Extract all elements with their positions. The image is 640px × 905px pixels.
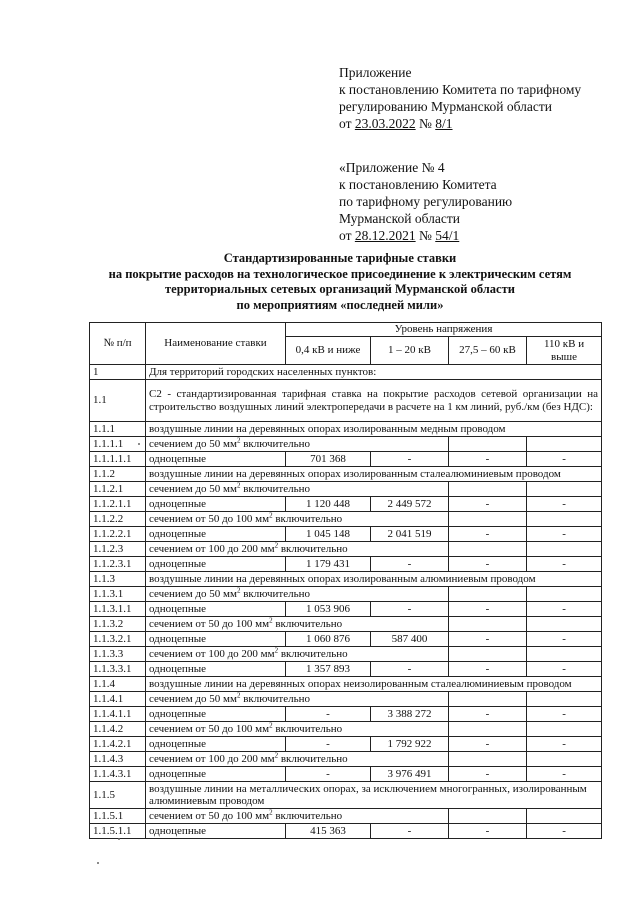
empty-cell: [449, 809, 527, 824]
rate-value-v1: 1 060 876: [286, 632, 371, 647]
number-prefix: №: [415, 116, 436, 131]
cross-section-text: сечением до 50 мм: [149, 482, 237, 495]
rate-value-v2: -: [371, 824, 449, 839]
circuit-type: одноцепные: [146, 527, 286, 542]
empty-cell: [449, 617, 527, 632]
rate-value-v1: 1 357 893: [286, 662, 371, 677]
rate-value-v4: -: [527, 767, 602, 782]
rate-value-v4: -: [527, 632, 602, 647]
rate-value-v3: -: [449, 767, 527, 782]
empty-cell: [449, 542, 527, 557]
empty-cell: [449, 752, 527, 767]
rate-value-v1: 701 368: [286, 452, 371, 467]
appendix-header: [339, 64, 581, 244]
resolution-date: 28.12.2021: [354, 228, 416, 243]
cross-section-label: [146, 512, 449, 527]
table-row: [90, 692, 602, 707]
empty-cell: [527, 512, 602, 527]
cross-section-tail: включительно: [278, 542, 348, 555]
empty-cell: [449, 647, 527, 662]
cross-section-label: [146, 722, 449, 737]
row-number: 1: [90, 365, 146, 380]
row-number: 1.1: [90, 380, 146, 422]
empty-cell: [527, 542, 602, 557]
scan-speck: [118, 838, 120, 840]
superscript: 2: [269, 721, 273, 730]
row-number: 1.1.2.1: [90, 482, 146, 497]
appendix-line: Приложение: [339, 65, 412, 80]
cross-section-tail: включительно: [240, 482, 311, 495]
empty-cell: [449, 587, 527, 602]
rate-value-v1: 415 363: [286, 824, 371, 839]
cross-section-text: сечением до 50 мм: [149, 587, 237, 600]
resolution-date: 23.03.2022: [354, 116, 416, 131]
scan-speck: [138, 443, 140, 445]
table-row: [90, 437, 602, 452]
title-line: на покрытие расходов на технологическое присоединение к электрическим сетям: [108, 266, 572, 281]
row-number: 1.1.3.1: [90, 587, 146, 602]
table-row: [90, 542, 602, 557]
rate-value-v3: -: [449, 632, 527, 647]
empty-cell: [527, 809, 602, 824]
rate-value-v3: -: [449, 707, 527, 722]
cross-section-text: сечением от 100 до 200 мм: [149, 647, 275, 660]
appendix-date-line: [339, 227, 581, 244]
cross-section-label: [146, 647, 449, 662]
superscript: 2: [274, 646, 279, 655]
rate-value-v4: -: [527, 497, 602, 512]
cross-section-label: [146, 809, 449, 824]
cross-section-text: сечением до 50 мм: [149, 437, 237, 450]
empty-cell: [527, 617, 602, 632]
rate-value-v3: -: [449, 602, 527, 617]
table-row: [90, 647, 602, 662]
cross-section-label: [146, 437, 449, 452]
rate-value-v4: -: [527, 527, 602, 542]
empty-cell: [527, 647, 602, 662]
table-row: [90, 527, 602, 542]
row-number: 1.1.2.2.1: [90, 527, 146, 542]
rate-value-v4: -: [527, 707, 602, 722]
table-row: [90, 752, 602, 767]
superscript: 2: [274, 751, 279, 760]
table-row: [90, 482, 602, 497]
empty-cell: [527, 692, 602, 707]
cross-section-tail: включительно: [240, 437, 311, 450]
resolution-number: 8/1: [435, 116, 453, 131]
circuit-type: одноцепные: [146, 452, 286, 467]
appendix-line: «Приложение № 4: [339, 160, 445, 175]
cross-section-label: [146, 587, 449, 602]
appendix-line: к постановлению Комитета по тарифному: [339, 82, 582, 97]
circuit-type: одноцепные: [146, 497, 286, 512]
empty-cell: [527, 437, 602, 452]
row-number: 1.1.2.1.1: [90, 497, 146, 512]
line-type-heading: воздушные линии на деревянных опорах изолированным алюминиевым проводом: [146, 572, 602, 587]
rate-value-v1: -: [286, 737, 371, 752]
table-row: [90, 422, 602, 437]
rate-value-v2: 2 041 519: [371, 527, 449, 542]
appendix-line: к постановлению Комитета: [339, 177, 497, 192]
superscript: 2: [236, 436, 241, 445]
row-number: 1.1.3.1.1: [90, 602, 146, 617]
empty-cell: [527, 482, 602, 497]
cross-section-tail: включительно: [278, 647, 348, 660]
date-prefix: от: [339, 116, 355, 131]
row-number: 1.1.3: [90, 572, 146, 587]
line-type-heading: воздушные линии на деревянных опорах неизолированным сталеалюминиевым проводом: [146, 677, 602, 692]
rate-value-v3: -: [449, 662, 527, 677]
rate-value-v2: 3 388 272: [371, 707, 449, 722]
document-title: [60, 251, 620, 313]
table-row: [90, 602, 602, 617]
empty-cell: [449, 512, 527, 527]
circuit-type: одноцепные: [146, 632, 286, 647]
row-number: 1.1.1: [90, 422, 146, 437]
cross-section-text: сечением от 50 до 100 мм: [149, 809, 270, 822]
rate-value-v3: -: [449, 557, 527, 572]
line-type-heading: воздушные линии на деревянных опорах изолированным медным проводом: [146, 422, 602, 437]
rate-value-v4: -: [527, 452, 602, 467]
rate-value-v4: -: [527, 662, 602, 677]
row-number: 1.1.3.2: [90, 617, 146, 632]
table-row: [90, 767, 602, 782]
superscript: 2: [269, 808, 273, 817]
empty-cell: [449, 482, 527, 497]
header-voltage-04: 0,4 кВ и ниже: [286, 337, 371, 365]
row-number: 1.1.4: [90, 677, 146, 692]
table-row: [90, 809, 602, 824]
rate-value-v1: 1 179 431: [286, 557, 371, 572]
rate-value-v1: -: [286, 767, 371, 782]
row-number: 1.1.1.1.1: [90, 452, 146, 467]
table-row: [90, 572, 602, 587]
title-line: Стандартизированные тарифные ставки: [223, 251, 457, 265]
table-row: [90, 467, 602, 482]
header-voltage-110: 110 кВ и выше: [527, 337, 602, 365]
cross-section-label: [146, 692, 449, 707]
rate-value-v1: 1 120 448: [286, 497, 371, 512]
rates-table: [89, 322, 602, 839]
header-voltage-1-20: 1 – 20 кВ: [371, 337, 449, 365]
row-number: 1.1.4.1: [90, 692, 146, 707]
row-number: 1.1.4.3: [90, 752, 146, 767]
row-number: 1.1.4.3.1: [90, 767, 146, 782]
table-row: [90, 557, 602, 572]
rate-value-v2: -: [371, 662, 449, 677]
cross-section-text: сечением до 50 мм: [149, 692, 237, 705]
empty-cell: [527, 722, 602, 737]
superscript: 2: [274, 541, 279, 550]
table-row: [90, 824, 602, 839]
table-row: [90, 782, 602, 809]
rate-value-v2: -: [371, 452, 449, 467]
row-number: 1.1.2.2: [90, 512, 146, 527]
rate-value-v1: 1 053 906: [286, 602, 371, 617]
empty-cell: [449, 722, 527, 737]
empty-cell: [449, 692, 527, 707]
empty-cell: [527, 587, 602, 602]
header-name: Наименование ставки: [146, 323, 286, 365]
appendix-line: регулированию Мурманской области: [339, 99, 552, 114]
row-number: 1.1.3.2.1: [90, 632, 146, 647]
cross-section-tail: включительно: [272, 512, 343, 525]
rate-value-v1: -: [286, 707, 371, 722]
title-line: по мероприятиям «последней мили»: [236, 297, 444, 312]
appendix-line: Мурманской области: [339, 211, 460, 226]
line-type-heading: воздушные линии на деревянных опорах изолированным сталеалюминиевым проводом: [146, 467, 602, 482]
cross-section-text: сечением от 100 до 200 мм: [149, 542, 275, 555]
cross-section-label: [146, 752, 449, 767]
appendix-date-line: [339, 115, 581, 132]
rate-value-v2: -: [371, 557, 449, 572]
superscript: 2: [269, 511, 273, 520]
circuit-type: одноцепные: [146, 707, 286, 722]
row-number: 1.1.4.1.1: [90, 707, 146, 722]
row-number: 1.1.3.3.1: [90, 662, 146, 677]
superscript: 2: [269, 616, 273, 625]
table-row: [90, 632, 602, 647]
superscript: 2: [236, 691, 241, 700]
rate-value-v4: -: [527, 824, 602, 839]
rate-value-v2: 2 449 572: [371, 497, 449, 512]
row-number: 1.1.5.1: [90, 809, 146, 824]
rate-value-v2: 3 976 491: [371, 767, 449, 782]
rate-value-v1: 1 045 148: [286, 527, 371, 542]
row-number: 1.1.3.3: [90, 647, 146, 662]
table-row: [90, 617, 602, 632]
cross-section-text: сечением от 50 до 100 мм: [149, 722, 270, 735]
superscript: 2: [236, 481, 241, 490]
cross-section-text: сечением от 100 до 200 мм: [149, 752, 275, 765]
row-number: 1.1.2: [90, 467, 146, 482]
cross-section-tail: включительно: [272, 617, 343, 630]
circuit-type: одноцепные: [146, 557, 286, 572]
rate-value-v3: -: [449, 824, 527, 839]
rate-value-v3: -: [449, 527, 527, 542]
rate-value-v4: -: [527, 737, 602, 752]
table-row: [90, 707, 602, 722]
rate-value-v3: -: [449, 452, 527, 467]
header-voltage-27-60: 27,5 – 60 кВ: [449, 337, 527, 365]
section-heading: Для территорий городских населенных пунктов:: [146, 365, 602, 380]
table-row: [90, 737, 602, 752]
table-row: [90, 497, 602, 512]
table-row: [90, 587, 602, 602]
table-row: [90, 677, 602, 692]
table-row: [90, 722, 602, 737]
number-prefix: №: [415, 228, 436, 243]
empty-cell: [527, 752, 602, 767]
row-number: 1.1.1.1: [90, 437, 146, 452]
cross-section-text: сечением от 50 до 100 мм: [149, 512, 270, 525]
appendix-line: по тарифному регулированию: [339, 194, 513, 209]
row-number: 1.1.4.2: [90, 722, 146, 737]
row-number: 1.1.5.1.1: [90, 824, 146, 839]
circuit-type: одноцепные: [146, 737, 286, 752]
row-number: 1.1.2.3: [90, 542, 146, 557]
cross-section-label: [146, 617, 449, 632]
cross-section-tail: включительно: [278, 752, 348, 765]
circuit-type: одноцепные: [146, 662, 286, 677]
rate-value-v4: -: [527, 602, 602, 617]
header-voltage-level: Уровень напряжения: [286, 323, 602, 337]
cross-section-tail: включительно: [240, 692, 311, 705]
line-type-heading: воздушные линии на металлических опорах, за исключением многогранных, изолированным алюминиевым проводом: [146, 782, 602, 809]
row-number: 1.1.5: [90, 782, 146, 809]
circuit-type: одноцепные: [146, 767, 286, 782]
rate-value-v4: -: [527, 557, 602, 572]
table-row: [90, 452, 602, 467]
rate-value-v2: -: [371, 602, 449, 617]
table-row: [90, 662, 602, 677]
title-line: территориальных сетевых организаций Мурманской области: [165, 282, 515, 296]
cross-section-tail: включительно: [272, 809, 343, 822]
rate-value-v3: -: [449, 497, 527, 512]
superscript: 2: [236, 586, 241, 595]
scan-speck: [97, 862, 99, 864]
rate-value-v2: 1 792 922: [371, 737, 449, 752]
row-number: 1.1.2.3.1: [90, 557, 146, 572]
cross-section-label: [146, 542, 449, 557]
circuit-type: одноцепные: [146, 824, 286, 839]
row-number: 1.1.4.2.1: [90, 737, 146, 752]
header-number: № п/п: [90, 323, 146, 365]
cross-section-text: сечением от 50 до 100 мм: [149, 617, 270, 630]
cross-section-tail: включительно: [240, 587, 311, 600]
cross-section-label: [146, 482, 449, 497]
table-row: [90, 512, 602, 527]
resolution-number: 54/1: [435, 228, 460, 243]
cross-section-tail: включительно: [272, 722, 343, 735]
rate-value-v3: -: [449, 737, 527, 752]
date-prefix: от: [339, 228, 355, 243]
rate-value-v2: 587 400: [371, 632, 449, 647]
rate-c2-heading: С2 - стандартизированная тарифная ставка на покрытие расходов сетевой организации на строительство воздушных линий электропередачи в расчете на 1 км линий, руб./км (без НДС):: [146, 380, 602, 422]
empty-cell: [449, 437, 527, 452]
circuit-type: одноцепные: [146, 602, 286, 617]
